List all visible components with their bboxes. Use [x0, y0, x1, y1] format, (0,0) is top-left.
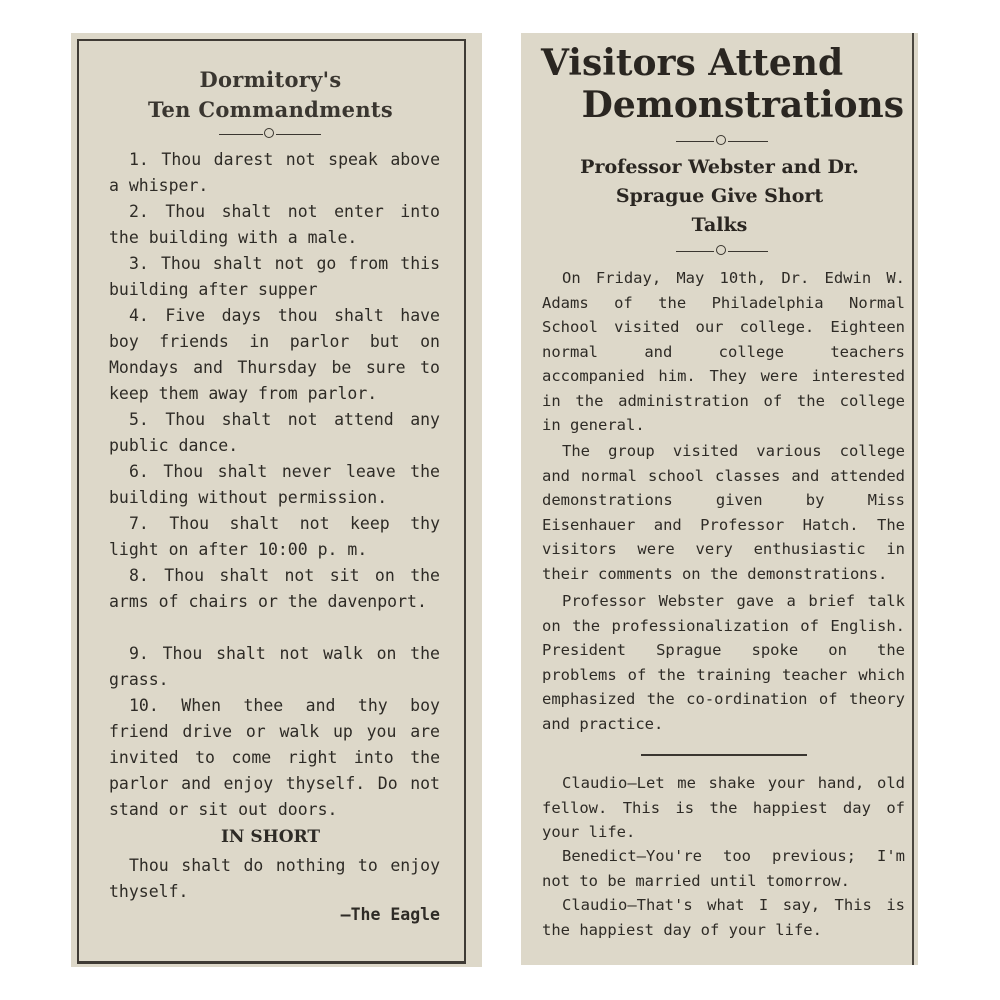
commandment-6: 6. Thou shalt never leave the building without permission.	[109, 462, 440, 507]
left-clipping	[71, 33, 482, 967]
subhead-line1: Professor Webster and Dr.	[580, 156, 859, 178]
frame-left-rule	[77, 39, 79, 964]
commandment-4: 4. Five days thou shalt have boy friends in parlor but on Mondays and Thursday be sure to keep them away from parlor.	[109, 306, 440, 403]
joke-line-3: Claudio—That's what I say, This is the happiest day of your life.	[542, 896, 905, 939]
article-paragraph-1: On Friday, May 10th, Dr. Edwin W. Adams of the Philadelphia Normal School visited our college. Eighteen normal and college teachers accompanied him. They were interested in the administration of the college in general.	[542, 269, 905, 434]
commandment-7: 7. Thou shalt not keep thy light on after 10:00 p. m.	[109, 514, 440, 559]
frame-right-rule	[464, 39, 466, 964]
frame-bottom-rule	[77, 961, 466, 964]
commandment-3: 3. Thou shalt not go from this building after supper	[109, 254, 440, 299]
left-title-divider	[219, 128, 321, 142]
right-title-line1: Visitors Attend	[541, 42, 844, 84]
credit-line: —The Eagle	[340, 905, 440, 924]
left-title-line2: Ten Commandments	[147, 97, 394, 122]
article-paragraph-2: The group visited various college and normal school classes and attended demonstrations given by Miss Eisenhauer and Professor Hatch. The visitors were very enthusiastic in their comments on the demonstrations.	[542, 442, 905, 583]
subhead-line2: Sprague Give Short	[615, 185, 824, 207]
in-short-heading: IN SHORT	[220, 827, 321, 847]
right-title-divider	[676, 135, 768, 149]
commandment-10: 10. When thee and thy boy friend drive or walk up you are invited to come right into the parlor and enjoy thyself. Do not stand or sit out doors.	[109, 696, 440, 819]
joke-line-1: Claudio—Let me shake your hand, old fellow. This is the happiest day of your life.	[542, 774, 905, 841]
commandment-8: 8. Thou shalt not sit on the arms of chairs or the davenport.	[109, 566, 440, 611]
commandment-5: 5. Thou shalt not attend any public dance.	[109, 410, 440, 455]
summary-text: Thou shalt do nothing to enjoy thyself.	[109, 856, 440, 901]
commandment-2: 2. Thou shalt not enter into the building with a male.	[109, 202, 440, 247]
commandment-9: 9. Thou shalt not walk on the grass.	[109, 644, 440, 689]
section-rule	[641, 754, 807, 756]
frame-top-rule	[77, 39, 466, 41]
joke-line-2: Benedict—You're too previous; I'm not to be married until tomorrow.	[542, 847, 905, 890]
subhead-line3: Talks	[691, 214, 748, 236]
article-paragraph-3: Professor Webster gave a brief talk on the professionalization of English. President Sprague spoke on the problems of the training teacher which emphasized the co-ordination of theory and practice.	[542, 592, 905, 733]
right-title-line2: Demonstrations	[581, 84, 904, 126]
subhead-divider	[676, 245, 768, 259]
right-clipping	[521, 33, 918, 965]
commandment-1: 1. Thou darest not speak above a whisper.	[109, 150, 440, 195]
left-title-line1: Dormitory's	[199, 67, 342, 92]
